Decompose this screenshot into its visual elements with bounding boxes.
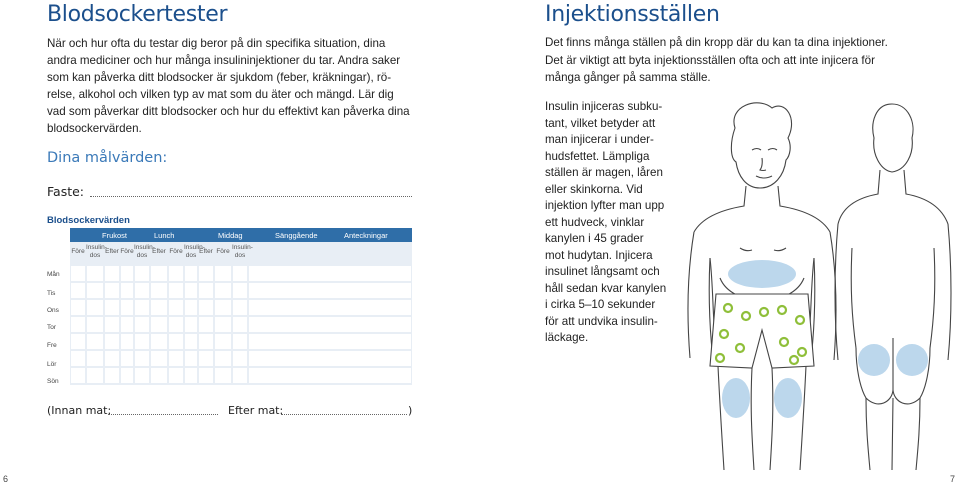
log-cell[interactable] bbox=[135, 351, 149, 366]
log-cell[interactable] bbox=[249, 300, 411, 315]
body-line: injektion lyfter man upp bbox=[545, 199, 665, 212]
header-lunch: Lunch bbox=[154, 231, 175, 240]
log-cell[interactable] bbox=[71, 266, 85, 281]
log-cell[interactable] bbox=[249, 266, 411, 281]
log-cell[interactable] bbox=[135, 300, 149, 315]
log-cell[interactable] bbox=[121, 368, 133, 383]
log-cell[interactable] bbox=[169, 317, 183, 332]
log-cell[interactable] bbox=[151, 283, 167, 298]
sub-header-label: Insulin- dos bbox=[184, 244, 205, 259]
log-cell[interactable] bbox=[121, 300, 133, 315]
body-line: mot hudytan. Injicera bbox=[545, 248, 653, 262]
log-cell[interactable] bbox=[71, 334, 85, 349]
page-number-right: 7 bbox=[950, 474, 956, 484]
log-cell[interactable] bbox=[169, 351, 183, 366]
table-title: Blodsockervärden bbox=[47, 215, 130, 226]
thigh-injection-area-right bbox=[774, 378, 802, 418]
log-cell[interactable] bbox=[87, 351, 103, 366]
body-line: man injicerar i under- bbox=[545, 133, 654, 146]
day-label: Sön bbox=[47, 378, 59, 385]
log-cell[interactable] bbox=[185, 300, 197, 315]
day-label: Lör bbox=[47, 361, 57, 368]
header-bedtime: Sänggående bbox=[275, 231, 318, 240]
log-cell[interactable] bbox=[233, 266, 247, 281]
log-cell[interactable] bbox=[135, 368, 149, 383]
abdomen-injection-area bbox=[728, 260, 796, 288]
note-after-meal: Efter mat: bbox=[228, 404, 284, 417]
day-label: Fre bbox=[47, 342, 57, 349]
intro-line: Det är viktigt att byta injektionsställen ofta och att inte injicera för bbox=[545, 53, 875, 67]
log-cell[interactable] bbox=[199, 266, 213, 281]
log-cell[interactable] bbox=[199, 317, 213, 332]
sub-header-label: Insulin- dos bbox=[232, 244, 253, 259]
log-cell[interactable] bbox=[233, 334, 247, 349]
log-cell[interactable] bbox=[215, 283, 231, 298]
log-cell[interactable] bbox=[151, 266, 167, 281]
log-cell[interactable] bbox=[135, 266, 149, 281]
intro-text-right bbox=[545, 34, 925, 87]
log-cell[interactable] bbox=[105, 300, 119, 315]
log-cell[interactable] bbox=[151, 334, 167, 349]
log-cell[interactable] bbox=[87, 368, 103, 383]
log-cell[interactable] bbox=[71, 317, 85, 332]
header-breakfast: Frukost bbox=[102, 231, 128, 240]
log-cell[interactable] bbox=[233, 317, 247, 332]
fasting-label: Faste: bbox=[47, 184, 85, 199]
log-cell[interactable] bbox=[215, 351, 231, 366]
log-cell[interactable] bbox=[169, 283, 183, 298]
note-close: ) bbox=[408, 404, 413, 417]
log-cell[interactable] bbox=[87, 300, 103, 315]
front-shorts bbox=[710, 294, 814, 368]
sub-header-label: Före bbox=[216, 248, 230, 255]
log-cell[interactable] bbox=[121, 317, 133, 332]
sub-header-label: Efter bbox=[105, 248, 119, 255]
thigh-injection-area-left bbox=[722, 378, 750, 418]
day-label: Tis bbox=[47, 290, 56, 297]
sub-header-label: Insulin- dos bbox=[134, 244, 155, 259]
log-cell[interactable] bbox=[185, 283, 197, 298]
body-line: för att undvika insulin- bbox=[545, 314, 658, 328]
log-cell[interactable] bbox=[151, 317, 167, 332]
log-cell[interactable] bbox=[105, 351, 119, 366]
body-line: Insulin injiceras subku- bbox=[545, 100, 663, 113]
page-number-left: 6 bbox=[3, 474, 9, 484]
intro-line: vad som påverkar ditt blodsocker och hur du effektivt kan påverka dina bbox=[47, 105, 410, 118]
page-title-right: Injektionsställen bbox=[545, 2, 720, 27]
log-cell[interactable] bbox=[199, 334, 213, 349]
log-cell[interactable] bbox=[121, 351, 133, 366]
body-line: håll sedan kvar kanylen bbox=[545, 281, 667, 295]
buttock-injection-area-left bbox=[858, 344, 890, 376]
log-cell[interactable] bbox=[185, 368, 197, 383]
note-before-meal: (Innan mat: bbox=[47, 404, 112, 417]
log-cell[interactable] bbox=[121, 334, 133, 349]
body-line: i cirka 5–10 sekunder bbox=[545, 298, 656, 311]
log-cell[interactable] bbox=[233, 351, 247, 366]
sub-header-label: Efter bbox=[199, 248, 213, 255]
log-cell[interactable] bbox=[151, 351, 167, 366]
log-cell[interactable] bbox=[249, 368, 411, 383]
log-cell[interactable] bbox=[199, 368, 213, 383]
log-cell[interactable] bbox=[215, 317, 231, 332]
table-header-row bbox=[70, 228, 412, 242]
targets-heading: Dina målvärden: bbox=[47, 150, 168, 166]
body-line: hudsfettet. Lämpliga bbox=[545, 149, 650, 163]
log-cell[interactable] bbox=[169, 266, 183, 281]
log-cell[interactable] bbox=[151, 368, 167, 383]
log-cell[interactable] bbox=[105, 283, 119, 298]
log-cell[interactable] bbox=[169, 334, 183, 349]
header-notes: Anteckningar bbox=[344, 231, 388, 240]
sub-header-label: Insulin- dos bbox=[86, 244, 107, 259]
log-cell[interactable] bbox=[249, 351, 411, 366]
log-cell[interactable] bbox=[87, 283, 103, 298]
log-cell[interactable] bbox=[233, 283, 247, 298]
log-cell[interactable] bbox=[105, 368, 119, 383]
log-cell[interactable] bbox=[87, 266, 103, 281]
page-title-left: Blodsockertester bbox=[47, 2, 228, 27]
intro-line: När och hur ofta du testar dig beror på din specifika situation, dina bbox=[47, 37, 386, 50]
log-cell[interactable] bbox=[135, 283, 149, 298]
note-before-line bbox=[108, 414, 218, 415]
sub-header-label: Efter bbox=[152, 248, 166, 255]
body-line: eller skinkorna. Vid bbox=[545, 182, 643, 196]
header-dinner: Middag bbox=[218, 231, 243, 240]
body-line: läckage. bbox=[545, 331, 589, 344]
intro-line: Det finns många ställen på din kropp där du kan ta dina injektioner. bbox=[545, 36, 888, 49]
intro-text-left bbox=[47, 35, 417, 137]
day-label: Tor bbox=[47, 324, 57, 331]
sub-header-label: Före bbox=[120, 248, 134, 255]
intro-line: andra mediciner och hur många insulininjektioner du tar. Andra saker bbox=[47, 54, 401, 67]
injection-sites-illustration bbox=[680, 98, 955, 470]
log-cell[interactable] bbox=[199, 351, 213, 366]
intro-line: som kan påverka ditt blodsocker är sjukdom (feber, kräkningar), rö- bbox=[47, 71, 392, 84]
body-line: tant, vilket betyder att bbox=[545, 116, 656, 130]
log-cell[interactable] bbox=[169, 368, 183, 383]
log-cell[interactable] bbox=[233, 368, 247, 383]
log-cell[interactable] bbox=[87, 317, 103, 332]
log-cell[interactable] bbox=[169, 300, 183, 315]
body-line: ställen är magen, låren bbox=[545, 166, 663, 179]
log-cell[interactable] bbox=[215, 266, 231, 281]
body-line: kanylen i 45 grader bbox=[545, 232, 644, 245]
log-cell[interactable] bbox=[105, 266, 119, 281]
log-cell[interactable] bbox=[249, 283, 411, 298]
log-cell[interactable] bbox=[185, 266, 197, 281]
day-label: Ons bbox=[47, 307, 59, 314]
intro-line: relse, alkohol och vilken typ av mat som du äter och mängd. Lär dig bbox=[47, 88, 394, 101]
intro-line: blodsockervärden. bbox=[47, 122, 142, 135]
log-cell[interactable] bbox=[199, 283, 213, 298]
log-cell[interactable] bbox=[71, 368, 85, 383]
log-cell[interactable] bbox=[151, 300, 167, 315]
log-cell[interactable] bbox=[185, 317, 197, 332]
body-line: ett hudveck, vinklar bbox=[545, 215, 645, 229]
log-cell[interactable] bbox=[215, 368, 231, 383]
sub-header-label: Före bbox=[71, 248, 85, 255]
sub-header-label: Före bbox=[169, 248, 183, 255]
log-cell[interactable] bbox=[71, 300, 85, 315]
buttock-injection-area-right bbox=[896, 344, 928, 376]
log-cell[interactable] bbox=[121, 266, 133, 281]
log-cell[interactable] bbox=[105, 334, 119, 349]
log-cell[interactable] bbox=[215, 300, 231, 315]
log-cell[interactable] bbox=[135, 317, 149, 332]
log-cell[interactable] bbox=[185, 334, 197, 349]
log-cell[interactable] bbox=[249, 334, 411, 349]
log-cell[interactable] bbox=[105, 317, 119, 332]
log-cell[interactable] bbox=[215, 334, 231, 349]
log-cell[interactable] bbox=[87, 334, 103, 349]
log-cell[interactable] bbox=[249, 317, 411, 332]
body-line: insulinet långsamt och bbox=[545, 265, 660, 278]
fasting-fill-line bbox=[90, 196, 412, 197]
log-cell[interactable] bbox=[71, 351, 85, 366]
intro-line: många gånger på samma ställe. bbox=[545, 71, 711, 84]
note-after-line bbox=[281, 414, 407, 415]
sub-header-row bbox=[70, 244, 412, 268]
log-cell[interactable] bbox=[233, 300, 247, 315]
day-label: Mån bbox=[47, 271, 60, 278]
log-cell[interactable] bbox=[135, 334, 149, 349]
log-cell[interactable] bbox=[199, 300, 213, 315]
back-figure bbox=[835, 104, 951, 470]
log-cell[interactable] bbox=[185, 351, 197, 366]
log-cell[interactable] bbox=[71, 283, 85, 298]
log-cell[interactable] bbox=[121, 283, 133, 298]
